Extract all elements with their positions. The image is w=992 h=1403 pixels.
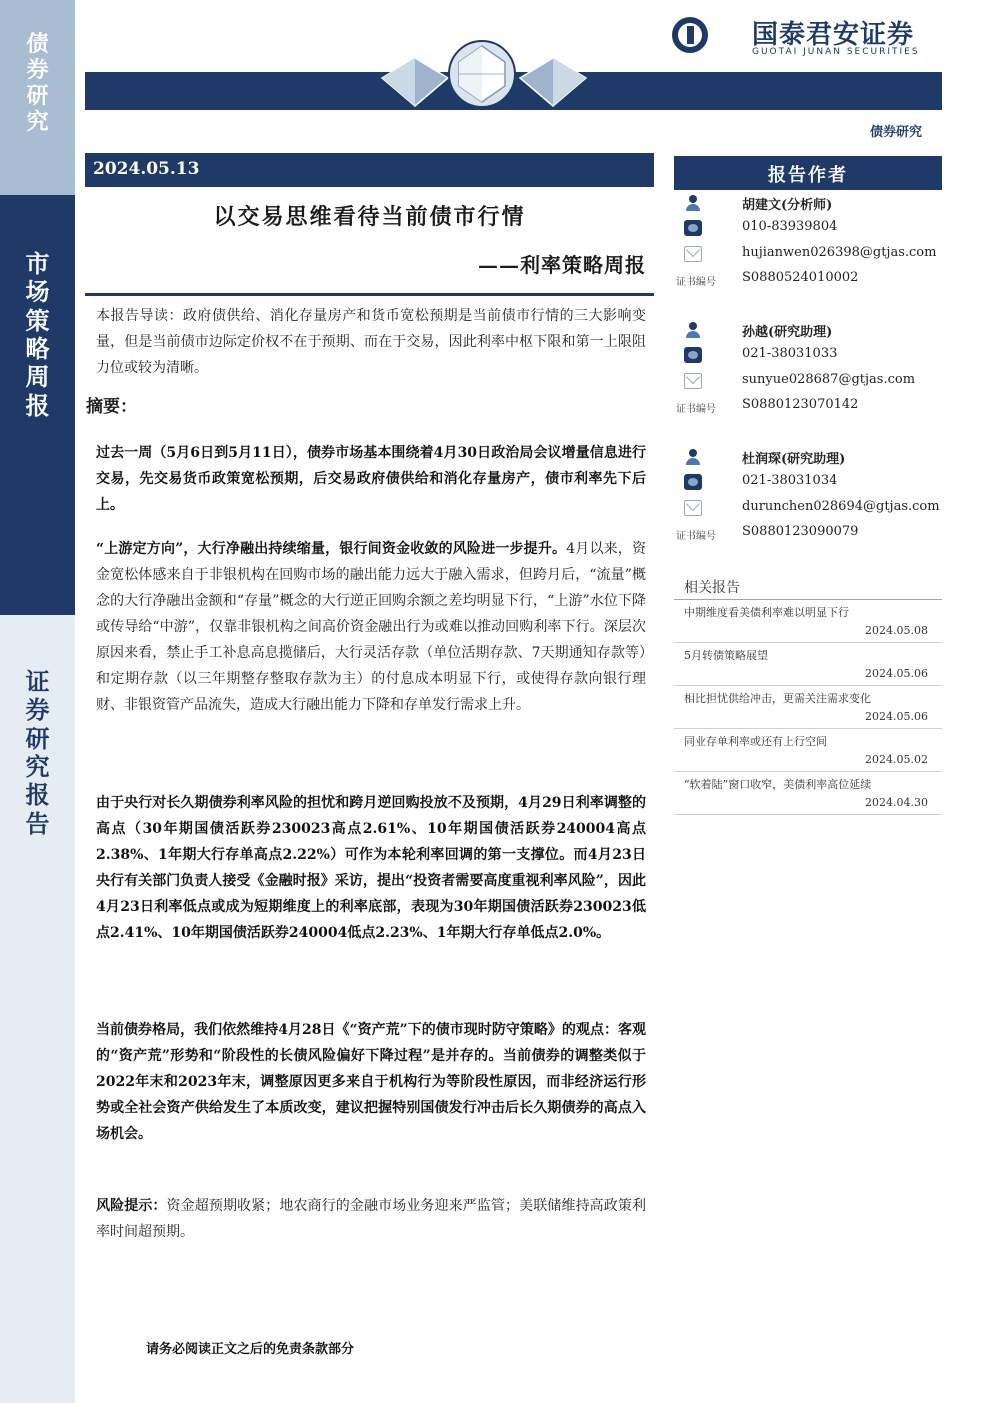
author-email[interactable]: durunchen028694@gtjas.com: [742, 499, 940, 514]
mail-icon: [684, 500, 702, 516]
report-subtitle: ——利率策略周报: [478, 253, 646, 277]
related-report-date: 2024.05.06: [865, 667, 928, 680]
authors-header: [674, 156, 942, 190]
author-name: 杜润琛(研究助理): [742, 452, 846, 467]
person-icon: [684, 195, 702, 211]
author-card: [674, 319, 942, 429]
report-title: 以交易思维看待当前债市行情: [213, 204, 526, 230]
author-cert: S0880123090079: [742, 524, 859, 539]
author-phone: 021-38031033: [742, 346, 838, 361]
diamond-left-icon: [378, 38, 452, 110]
phone-icon: [684, 474, 702, 490]
related-report-item[interactable]: [674, 729, 942, 772]
author-email-row: [674, 370, 942, 394]
author-cert: S0880123070142: [742, 397, 859, 412]
author-name: 孙越(研究助理): [742, 325, 833, 340]
author-cert-row: [674, 268, 942, 292]
author-phone-row: [674, 344, 942, 368]
person-icon: [684, 322, 702, 338]
authors-title: 报告作者: [768, 165, 848, 186]
mail-icon: [684, 246, 702, 262]
person-icon: [684, 449, 702, 465]
related-report-item[interactable]: [674, 600, 942, 643]
author-phone-row: [674, 217, 942, 241]
author-email[interactable]: hujianwen026398@gtjas.com: [742, 245, 937, 260]
related-report-date: 2024.05.02: [865, 753, 928, 766]
author-cert-row: [674, 522, 942, 546]
side-label-market-weekly: 市 场 策 略 周 报: [25, 249, 50, 420]
related-report-title[interactable]: 中期维度看美债利率难以明显下行: [684, 606, 849, 619]
report-guide: 本报告导读：政府债供给、消化存量房产和货币宽松预期是当前债市行情的三大影响变量，但是当前债市边际定价权不在于预期、而在于交易，因此利率中枢下限和第一上限阻力位或较为清晰。: [96, 308, 646, 376]
logo-name-en: GUOTAI JUNAN SECURITIES: [752, 47, 920, 57]
header-category-tag: 债券研究: [870, 125, 923, 140]
side-label-bond-research: 债 券 研 究: [26, 31, 49, 135]
logo-mark-icon: [672, 17, 708, 53]
date-bar: [85, 153, 654, 187]
title-divider: [85, 293, 654, 296]
phone-icon: [684, 220, 702, 236]
author-name-row: [674, 192, 942, 216]
author-phone: 010-83939804: [742, 219, 838, 234]
related-report-date: 2024.04.30: [865, 796, 928, 809]
related-report-item[interactable]: [674, 643, 942, 686]
related-reports-label: 相关报告: [684, 580, 740, 596]
summary-label: 摘要：: [86, 397, 137, 417]
related-report-item[interactable]: [674, 772, 942, 815]
author-cert: S0880524010002: [742, 270, 859, 285]
summary-paragraph: 当前债券格局，我们依然维持4月28日《“资产荒”下的债市现时防守策略》的观点：客观的“资产荒”形势和“阶段性的长债风险偏好下降过程”是并存的。当前债券的调整类似于2022年末和2023年末，调整原因更多来自于机构行为等阶段性原因，而非经济运行形势或全社会资产供给发生了本质改变，建议把握特别国债发行冲击后长久期债券的高点入场机会。: [96, 1022, 646, 1142]
author-phone-row: [674, 471, 942, 495]
logo-name-cn: 国泰君安证券: [752, 20, 915, 50]
related-report-item[interactable]: [674, 686, 942, 729]
cert-label: 证书编号: [676, 404, 716, 415]
related-report-title[interactable]: “软着陆”窗口收窄，美债利率高位延续: [684, 778, 872, 791]
related-report-title[interactable]: 同业存单利率或还有上行空间: [684, 735, 827, 748]
related-report-title[interactable]: 相比担忧供给冲击，更需关注需求变化: [684, 692, 871, 705]
author-email[interactable]: sunyue028687@gtjas.com: [742, 372, 916, 387]
author-cert-row: [674, 395, 942, 419]
risk-warning: 风险提示：资金超预期收紧；地农商行的金融市场业务迎来严监管；美联储维持高政策利率时间超预期。: [96, 1198, 647, 1240]
diamond-right-icon: [516, 38, 590, 110]
company-logo: [672, 14, 942, 62]
side-label-research-report: 证 券 研 究 报 告: [25, 667, 50, 838]
author-card: [674, 446, 942, 556]
summary-paragraph: 过去一周（5月6日到5月11日），债券市场基本围绕着4月30日政治局会议增量信息进行交易，先交易货币政策宽松预期，后交易政府债供给和消化存量房产，债市利率先下后上。: [96, 445, 646, 513]
disclaimer-note: 请务必阅读正文之后的免责条款部分: [146, 1342, 355, 1357]
related-report-title[interactable]: 5月转债策略展望: [684, 649, 768, 662]
author-name-row: [674, 446, 942, 470]
phone-icon: [684, 347, 702, 363]
cert-label: 证书编号: [676, 277, 716, 288]
summary-paragraph: “上游定方向”，大行净融出持续缩量，银行间资金收敛的风险进一步提升。4月以来，资金宽松体感来自于非银机构在回购市场的融出能力远大于融入需求，但跨月后，“流量”概念的大行净融出金额和“存量”概念的大行逆正回购余额之差均明显下行，“上游”水位下降或传导给“中游”，仅靠非银机构之间高价资金融出行为或难以推动回购利率下行。深层次原因来看，禁止手工补息高息揽储后，大行灵活存款（单位活期存款、7天期通知存款等）和定期存款（以三年期整存整取存款为主）的付息成本明显下行，或使得存款向银行理财、非银资管产品流失，造成大行融出能力下降和存单发行需求上升。: [96, 541, 646, 713]
diamond-center-icon: [445, 38, 519, 110]
author-phone: 021-38031034: [742, 473, 838, 488]
summary-paragraph: 由于央行对长久期债券利率风险的担忧和跨月逆回购投放不及预期，4月29日利率调整的高点（30年期国债活跃券230023高点2.61%、10年期国债活跃券240004高点2.38%、1年期大行存单高点2.22%）可作为本轮利率回调的第一支撑位。而4月23日央行有关部门负责人接受《金融时报》采访，提出“投资者需要高度重视利率风险”，因此4月23日利率低点或成为短期维度上的利率底部，表现为30年期国债活跃券230023低点2.41%、10年期国债活跃券240004低点2.23%、1年期大行存单低点2.0%。: [96, 795, 646, 941]
related-report-date: 2024.05.06: [865, 710, 928, 723]
author-card: [674, 192, 942, 302]
author-email-row: [674, 243, 942, 267]
mail-icon: [684, 373, 702, 389]
author-name-row: [674, 319, 942, 343]
cert-label: 证书编号: [676, 531, 716, 542]
author-name: 胡建文(分析师): [742, 198, 833, 213]
report-date: 2024.05.13: [93, 159, 200, 179]
side-band: [0, 0, 75, 1403]
related-report-date: 2024.05.08: [865, 624, 928, 637]
author-email-row: [674, 497, 942, 521]
